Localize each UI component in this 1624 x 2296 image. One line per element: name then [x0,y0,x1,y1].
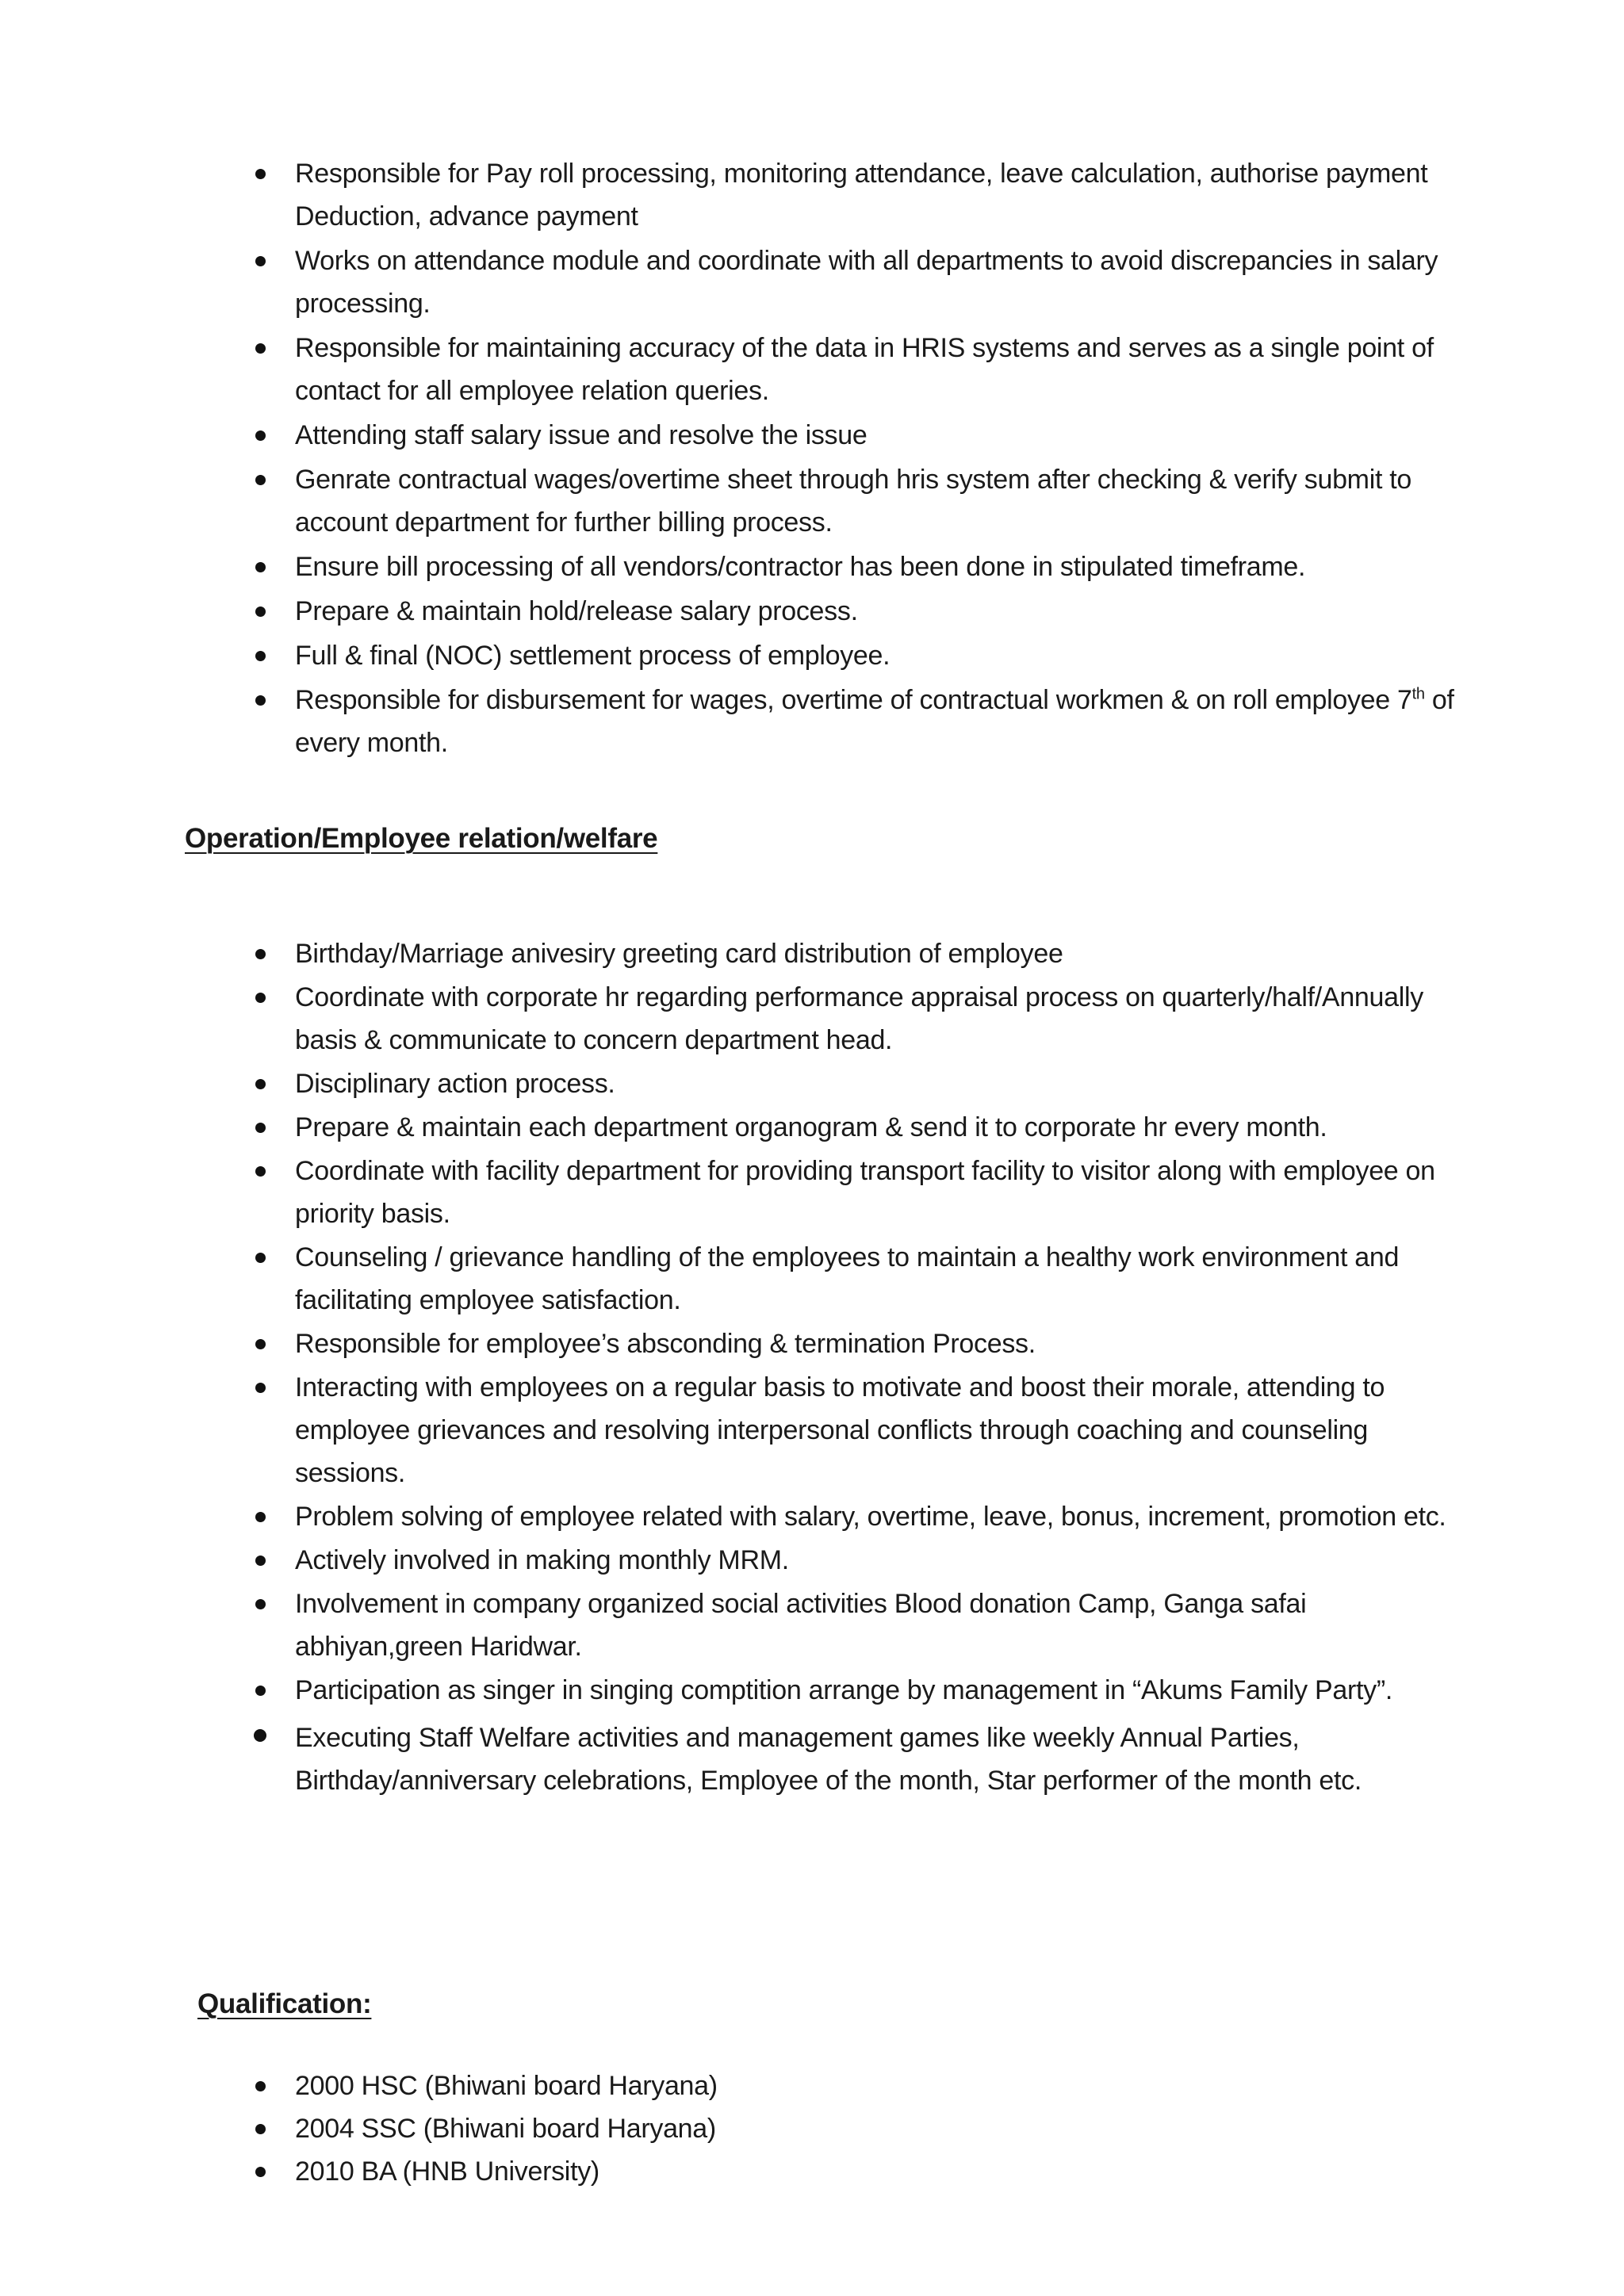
list-item: Involvement in company organized social activities Blood donation Camp, Ganga safai abhiyan,green Haridwar. [295,1582,1461,1668]
bullet-icon [255,2124,266,2134]
bullet-icon [255,256,266,266]
bullet-icon [255,475,266,485]
bullet-icon [255,2167,266,2177]
bullet-icon [255,1339,266,1349]
bullet-icon [255,1383,266,1393]
list-item: Coordinate with facility department for providing transport facility to visitor along with employee on priority basis. [295,1150,1461,1235]
list-item: Interacting with employees on a regular basis to motivate and boost their morale, attending to employee grievances and resolving interpersonal conflicts through coaching and counseling sessions. [295,1366,1461,1494]
bullet-icon [255,695,266,706]
qualification-list [295,2064,1461,2193]
bullet-icon [255,651,266,661]
list-item: Disciplinary action process. [295,1062,1461,1105]
bullet-icon [255,1079,266,1089]
bullet-icon [255,169,266,179]
bullet-icon [255,1556,266,1566]
bullet-icon [255,2081,266,2091]
bullet-icon [255,607,266,617]
bullet-icon [255,1166,266,1177]
payroll-responsibilities-list [295,152,1461,766]
list-item: Prepare & maintain each department organogram & send it to corporate hr every month. [295,1106,1461,1149]
list-item: Birthday/Marriage anivesiry greeting card distribution of employee [295,932,1461,975]
bullet-icon [255,1686,266,1696]
list-item: 2004 SSC (Bhiwani board Haryana) [295,2107,1461,2150]
bullet-icon [255,993,266,1003]
list-item: Executing Staff Welfare activities and management games like weekly Annual Parties, Birthday/anniversary celebrations, Employee of the month, Star performer of the month etc. [295,1716,1461,1802]
list-item: Genrate contractual wages/overtime sheet through hris system after checking & verify submit to account department for further billing process. [295,458,1461,544]
list-item: Participation as singer in singing comptition arrange by management in “Akums Family Party”. [295,1669,1461,1712]
bullet-icon [254,1729,266,1742]
bullet-icon [255,343,266,354]
list-item: Attending staff salary issue and resolve the issue [295,414,1461,457]
bullet-icon [255,949,266,959]
bullet-icon [255,1599,266,1609]
bullet-icon [255,1512,266,1522]
list-item: 2010 BA (HNB University) [295,2150,1461,2193]
list-item: Responsible for disbursement for wages, overtime of contractual workmen & on roll employee 7th of every month. [295,679,1461,764]
bullet-icon [255,1123,266,1133]
qualification-section-heading: Qualification: [197,1988,372,2019]
list-item: Actively involved in making monthly MRM. [295,1539,1461,1582]
list-item: Problem solving of employee related with salary, overtime, leave, bonus, increment, promotion etc. [295,1495,1461,1538]
list-item: Responsible for Pay roll processing, monitoring attendance, leave calculation, authorise payment Deduction, advance payment [295,152,1461,238]
list-item: Responsible for employee’s absconding & termination Process. [295,1322,1461,1365]
ordinal-superscript: th [1411,685,1425,703]
bullet-icon [255,430,266,441]
bullet-icon [255,1253,266,1263]
list-item: Prepare & maintain hold/release salary process. [295,590,1461,633]
list-item: 2000 HSC (Bhiwani board Haryana) [295,2064,1461,2107]
bullet-icon [255,562,266,572]
list-item: Ensure bill processing of all vendors/contractor has been done in stipulated timeframe. [295,545,1461,588]
list-item: Full & final (NOC) settlement process of employee. [295,634,1461,677]
list-item: Counseling / grievance handling of the employees to maintain a healthy work environment and facilitating employee satisfaction. [295,1236,1461,1322]
operations-responsibilities-list [295,932,1461,1803]
list-item: Coordinate with corporate hr regarding performance appraisal process on quarterly/half/Annually basis & communicate to concern department head. [295,976,1461,1062]
list-item: Works on attendance module and coordinate with all departments to avoid discrepancies in salary processing. [295,239,1461,325]
list-item: Responsible for maintaining accuracy of the data in HRIS systems and serves as a single point of contact for all employee relation queries. [295,327,1461,412]
operations-section-heading: Operation/Employee relation/welfare [185,823,658,854]
